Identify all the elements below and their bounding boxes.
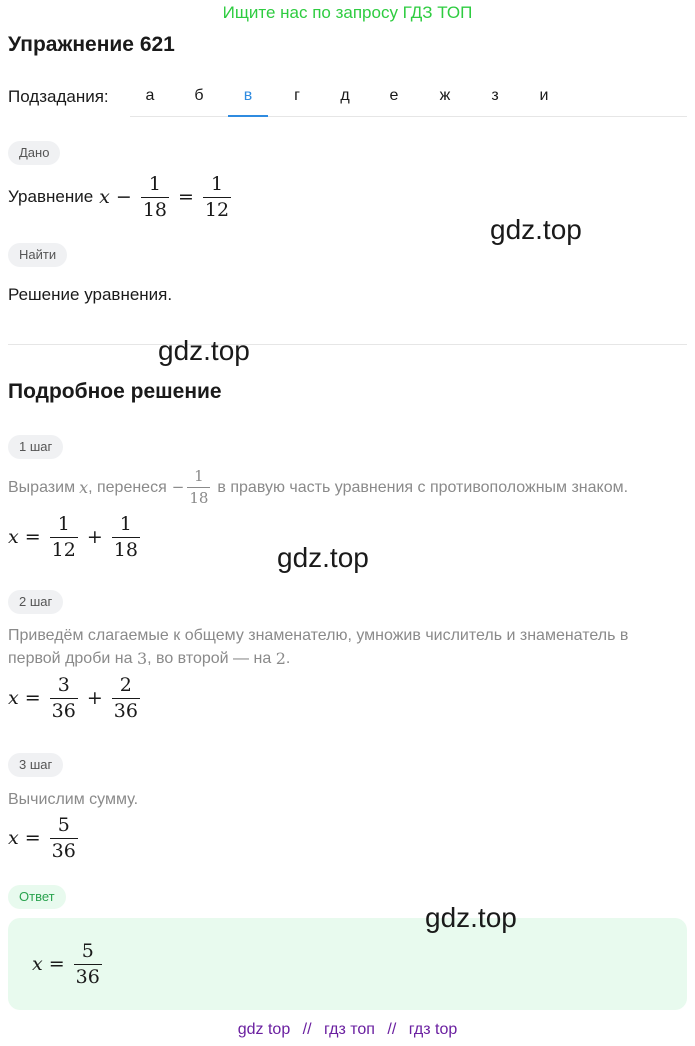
var-x: x <box>8 827 19 849</box>
given-equation <box>8 172 234 222</box>
step-text: первой дроби на <box>8 650 133 667</box>
equals-sign: = <box>24 526 41 548</box>
numerator: 5 <box>81 939 94 962</box>
fraction <box>141 172 169 221</box>
fraction <box>50 512 78 561</box>
fraction <box>50 813 78 862</box>
answer-badge: Ответ <box>8 885 66 909</box>
step-1-formula <box>8 512 143 562</box>
plus-sign: + <box>86 687 103 709</box>
step-text: в правую часть уравнения с противоположным знаком. <box>217 478 629 496</box>
equals-sign: = <box>24 827 41 849</box>
footer-separator: // <box>387 1021 397 1038</box>
minus-sign: − <box>115 186 132 208</box>
var-x: x <box>79 477 89 497</box>
tab-zh[interactable]: ж <box>439 87 451 104</box>
numerator: 1 <box>148 172 161 195</box>
numerator: 2 <box>119 673 132 696</box>
denominator: 12 <box>204 198 230 221</box>
step-var <box>79 476 88 499</box>
watermark: gdz.top <box>425 902 517 933</box>
fraction <box>203 172 231 221</box>
var-x: x <box>8 687 19 709</box>
watermark: gdz.top <box>490 214 582 245</box>
denominator: 12 <box>51 538 76 561</box>
var-x: x <box>8 526 19 548</box>
step-number <box>137 647 147 670</box>
step-text: , перенеся <box>88 478 167 496</box>
step-text: , во второй — на <box>147 650 272 667</box>
var-x: x <box>32 953 43 975</box>
step-1-text <box>8 465 688 509</box>
step-2-formula <box>8 673 143 723</box>
var-x: x <box>99 186 110 208</box>
fraction <box>74 939 102 988</box>
tab-v[interactable]: в <box>228 87 268 117</box>
answer-formula <box>32 939 105 989</box>
find-badge: Найти <box>8 243 67 267</box>
footer-link[interactable]: гдз топ <box>324 1021 375 1038</box>
fraction <box>112 673 140 722</box>
step-2-badge: 2 шаг <box>8 590 63 614</box>
step-1-badge: 1 шаг <box>8 435 63 459</box>
step-fraction <box>171 466 214 507</box>
step-text-line <box>8 647 688 670</box>
number: 3 <box>136 649 148 669</box>
numerator: 5 <box>57 813 70 836</box>
denominator: 18 <box>113 538 138 561</box>
given-prefix: Уравнение <box>8 187 94 206</box>
step-text: . <box>285 650 291 667</box>
denominator: 18 <box>142 198 167 221</box>
step-3-badge: 3 шаг <box>8 753 63 777</box>
numerator: 1 <box>57 512 70 535</box>
step-text-line: Приведём слагаемые к общему знаменателю, умножив числитель и знаменатель в <box>8 627 629 644</box>
tab-d[interactable]: д <box>340 87 350 104</box>
number: 2 <box>275 649 286 669</box>
watermark: gdz.top <box>277 542 369 573</box>
equals-sign: = <box>48 953 65 975</box>
equals-sign: = <box>178 186 194 208</box>
solution-title: Подробное решение <box>8 380 222 403</box>
plus-sign: + <box>86 526 103 548</box>
step-2-text <box>8 624 688 670</box>
section-divider <box>8 344 687 345</box>
footer-separator: // <box>302 1021 312 1038</box>
denominator: 18 <box>189 488 209 507</box>
step-3-formula <box>8 813 81 863</box>
fraction <box>50 673 78 722</box>
minus-sign: − <box>171 477 185 496</box>
numerator: 1 <box>210 172 224 195</box>
numerator: 1 <box>119 512 132 535</box>
numerator: 1 <box>194 466 204 485</box>
tab-b[interactable]: б <box>194 87 204 104</box>
find-text: Решение уравнения. <box>8 285 173 304</box>
step-3-text: Вычислим сумму. <box>8 791 139 808</box>
denominator: 36 <box>113 699 138 722</box>
denominator: 36 <box>75 965 100 988</box>
promo-banner[interactable]: Ищите нас по запросу ГДЗ ТОП <box>222 3 473 22</box>
tab-z[interactable]: з <box>491 87 499 104</box>
numerator: 3 <box>57 673 70 696</box>
given-badge: Дано <box>8 141 60 165</box>
watermark: gdz.top <box>158 335 250 366</box>
page-title: Упражнение 621 <box>8 33 175 56</box>
tab-a[interactable]: а <box>145 87 155 104</box>
footer-link[interactable]: гдз top <box>408 1021 458 1038</box>
denominator: 36 <box>51 699 76 722</box>
step-number <box>276 647 286 670</box>
tab-i[interactable]: и <box>539 87 549 104</box>
fraction <box>187 466 210 507</box>
given-formula <box>99 172 234 221</box>
subtasks-label: Подзадания: <box>8 87 109 106</box>
tab-g[interactable]: г <box>294 87 300 104</box>
denominator: 36 <box>51 839 76 862</box>
equals-sign: = <box>24 687 41 709</box>
answer-box <box>8 918 687 1010</box>
fraction <box>112 512 140 561</box>
footer-links <box>0 1021 695 1039</box>
step-text: Выразим <box>8 478 76 496</box>
tab-e[interactable]: е <box>389 87 399 104</box>
footer-link[interactable]: gdz top <box>237 1021 291 1038</box>
